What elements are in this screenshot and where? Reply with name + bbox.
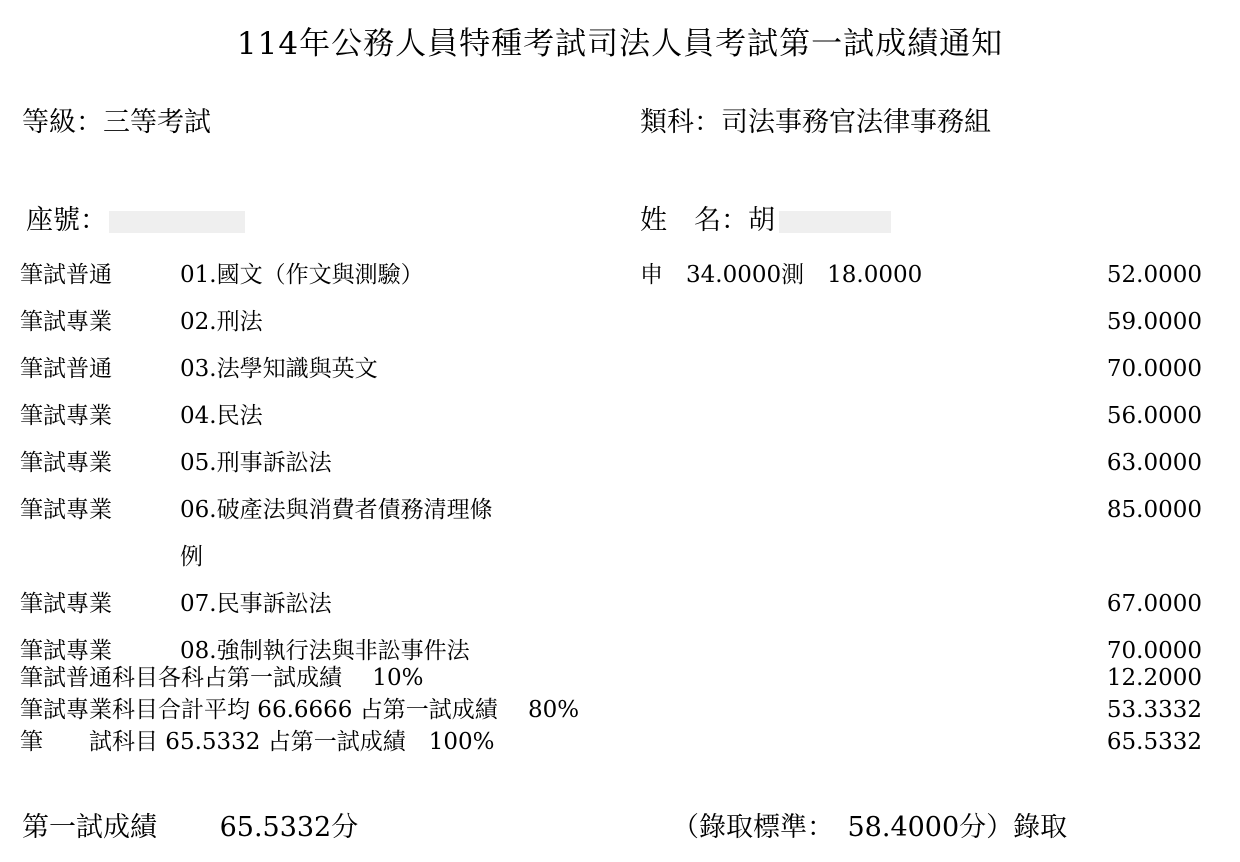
subject-row: [0, 581, 1240, 628]
subject-score: 52.0000: [1106, 262, 1202, 288]
subject-type: 筆試專業: [20, 497, 112, 523]
subject-score: 70.0000: [1106, 356, 1202, 382]
name-redaction: [779, 211, 891, 233]
subject-row: [0, 487, 1240, 534]
name-label: [640, 198, 891, 237]
subject-score-list: [0, 252, 1240, 675]
subject-type: 筆試專業: [20, 309, 112, 335]
summary-text: 筆 試科目 65.5332 占第一試成績 100%: [20, 729, 495, 755]
subject-type: 筆試專業: [20, 403, 112, 429]
summary-row: [0, 662, 1240, 694]
subject-row: [0, 252, 1240, 299]
subject-name: 02.刑法: [180, 309, 263, 335]
subject-score: 67.0000: [1106, 591, 1202, 617]
seat-number-redaction: [109, 211, 245, 233]
subject-score: 56.0000: [1106, 403, 1202, 429]
subject-name: 01.國文（作文與測驗）: [180, 262, 424, 288]
summary-score: 53.3332: [1106, 697, 1202, 723]
admission-standard: （錄取標準： 58.4000分）錄取: [672, 812, 1068, 843]
subject-type: 筆試普通: [20, 356, 112, 382]
summary-score: 12.2000: [1106, 665, 1202, 691]
subject-name: 03.法學知識與英文: [180, 356, 378, 382]
category-label: 類科：司法事務官法律事務組: [640, 107, 991, 138]
seat-number-label: [26, 198, 245, 237]
summary-row: [0, 694, 1240, 726]
subject-detail: 申 34.0000測 18.0000: [640, 262, 923, 288]
subject-row: [0, 346, 1240, 393]
subject-type: 筆試專業: [20, 591, 112, 617]
summary-row: [0, 726, 1240, 758]
seat-number-text: 座號：: [26, 205, 107, 236]
subject-name: 05.刑事訴訟法: [180, 450, 332, 476]
summary-text: 筆試普通科目各科占第一試成績 10%: [20, 665, 424, 691]
subject-name-continuation-row: [0, 534, 1240, 581]
page-title: 114年公務人員特種考試司法人員考試第一試成績通知: [236, 26, 1004, 62]
subject-score: 59.0000: [1106, 309, 1202, 335]
summary-score: 65.5332: [1106, 729, 1202, 755]
subject-type: 筆試普通: [20, 262, 112, 288]
subject-score: 63.0000: [1106, 450, 1202, 476]
subject-name: 07.民事訴訟法: [180, 591, 332, 617]
subject-score: 85.0000: [1106, 497, 1202, 523]
subject-row: [0, 393, 1240, 440]
subject-score: 70.0000: [1106, 638, 1202, 664]
subject-name: 08.強制執行法與非訟事件法: [180, 638, 470, 664]
summary-text: 筆試專業科目合計平均 66.6666 占第一試成績 80%: [20, 697, 580, 723]
subject-name-continuation: 例: [180, 544, 203, 570]
subject-type: 筆試專業: [20, 638, 112, 664]
subject-name: 04.民法: [180, 403, 263, 429]
name-text: 姓 名：胡: [640, 205, 775, 236]
subject-name: 06.破產法與消費者債務清理條: [180, 497, 493, 523]
grade-label: 等級：三等考試: [22, 107, 211, 138]
subject-row: [0, 440, 1240, 487]
subject-type: 筆試專業: [20, 450, 112, 476]
summary-section: [0, 662, 1240, 758]
subject-row: [0, 299, 1240, 346]
final-score: 第一試成績 65.5332分: [22, 812, 359, 843]
